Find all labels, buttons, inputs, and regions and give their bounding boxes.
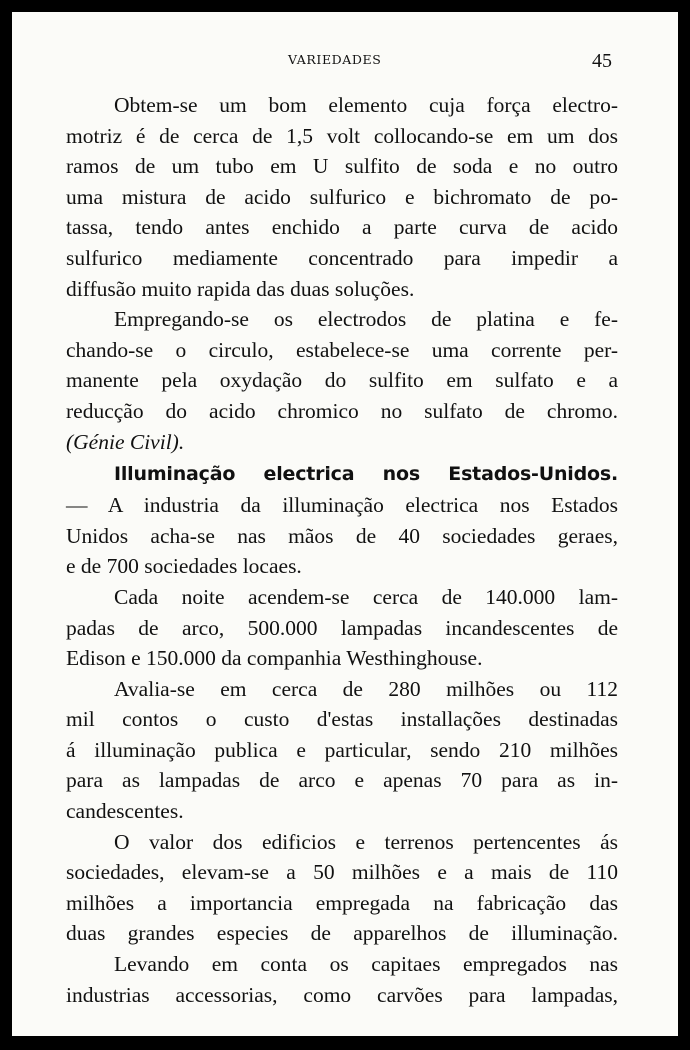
- paragraph-4: [66, 582, 618, 674]
- book-page: [12, 12, 678, 1036]
- running-head: VARIEDADES: [288, 52, 382, 67]
- text-line: chando-se o circulo, estabelece-se uma corrente per-: [66, 337, 618, 362]
- text-line: reducção do acido chromico no sulfato de chromo.: [66, 398, 618, 423]
- text-line: industrias accessorias, como carvões para lampadas,: [66, 982, 618, 1007]
- text-line: uma mistura de acido sulfurico e bichromato de po-: [66, 184, 618, 209]
- text-line: Avalia-se em cerca de 280 milhões ou 112: [114, 676, 618, 701]
- text-line: sulfurico mediamente concentrado para impedir a: [66, 245, 618, 270]
- text-line: e de 700 sociedades locaes.: [66, 554, 302, 579]
- body-text: [66, 90, 618, 1010]
- text-line: milhões a importancia empregada na fabricação das: [66, 890, 618, 915]
- page-header: [12, 52, 678, 82]
- text-line: manente pela oxydação do sulfito em sulfato e a: [66, 368, 618, 393]
- text-line: Unidos acha-se nas mãos de 40 sociedades geraes,: [66, 523, 618, 548]
- text-line: á illuminação publica e particular, sendo 210 milhões: [66, 737, 618, 762]
- text-line: Cada noite acendem-se cerca de 140.000 lam-: [114, 584, 618, 609]
- text-line: diffusão muito rapida das duas soluções.: [66, 276, 415, 301]
- text-line: O valor dos edificios e terrenos pertencentes ás: [114, 829, 618, 854]
- citation: (Génie Civil).: [66, 429, 185, 454]
- text-line: candescentes.: [66, 799, 184, 824]
- paragraph-1: [66, 90, 618, 304]
- page-number: 45: [592, 50, 612, 72]
- text-line: ramos de um tubo em U sulfito de soda e no outro: [66, 154, 618, 179]
- text-line: padas de arco, 500.000 lampadas incandescentes de: [66, 615, 618, 640]
- paragraph-3: [66, 490, 618, 582]
- text-line: mil contos o custo d'estas installações destinadas: [66, 707, 618, 732]
- paragraph-5: [66, 674, 618, 827]
- text-line: Obtem-se um bom elemento cuja força electro-: [114, 93, 618, 117]
- text-line: sociedades, elevam-se a 50 milhões e a mais de 110: [66, 860, 618, 885]
- paragraph-2: [66, 304, 618, 457]
- text-line: tassa, tendo antes enchido a parte curva de acido: [66, 215, 618, 240]
- text-line: motriz é de cerca de 1,5 volt collocando-se em um dos: [66, 123, 618, 148]
- text-line: Empregando-se os electrodos de platina e fe-: [114, 307, 618, 332]
- text-line: Edison e 150.000 da companhia Westhinghouse.: [66, 646, 483, 671]
- text-line: para as lampadas de arco e apenas 70 para as in-: [66, 768, 618, 793]
- paragraph-6: [66, 827, 618, 949]
- text-line: — A industria da illuminação electrica nos Estados: [66, 493, 618, 518]
- section-heading: Illuminação electrica nos Estados-Unidos.: [114, 463, 618, 486]
- paragraph-7: [66, 949, 618, 1010]
- text-line: duas grandes especies de apparelhos de illuminação.: [66, 921, 618, 946]
- text-line: Levando em conta os capitaes empregados nas: [114, 952, 618, 977]
